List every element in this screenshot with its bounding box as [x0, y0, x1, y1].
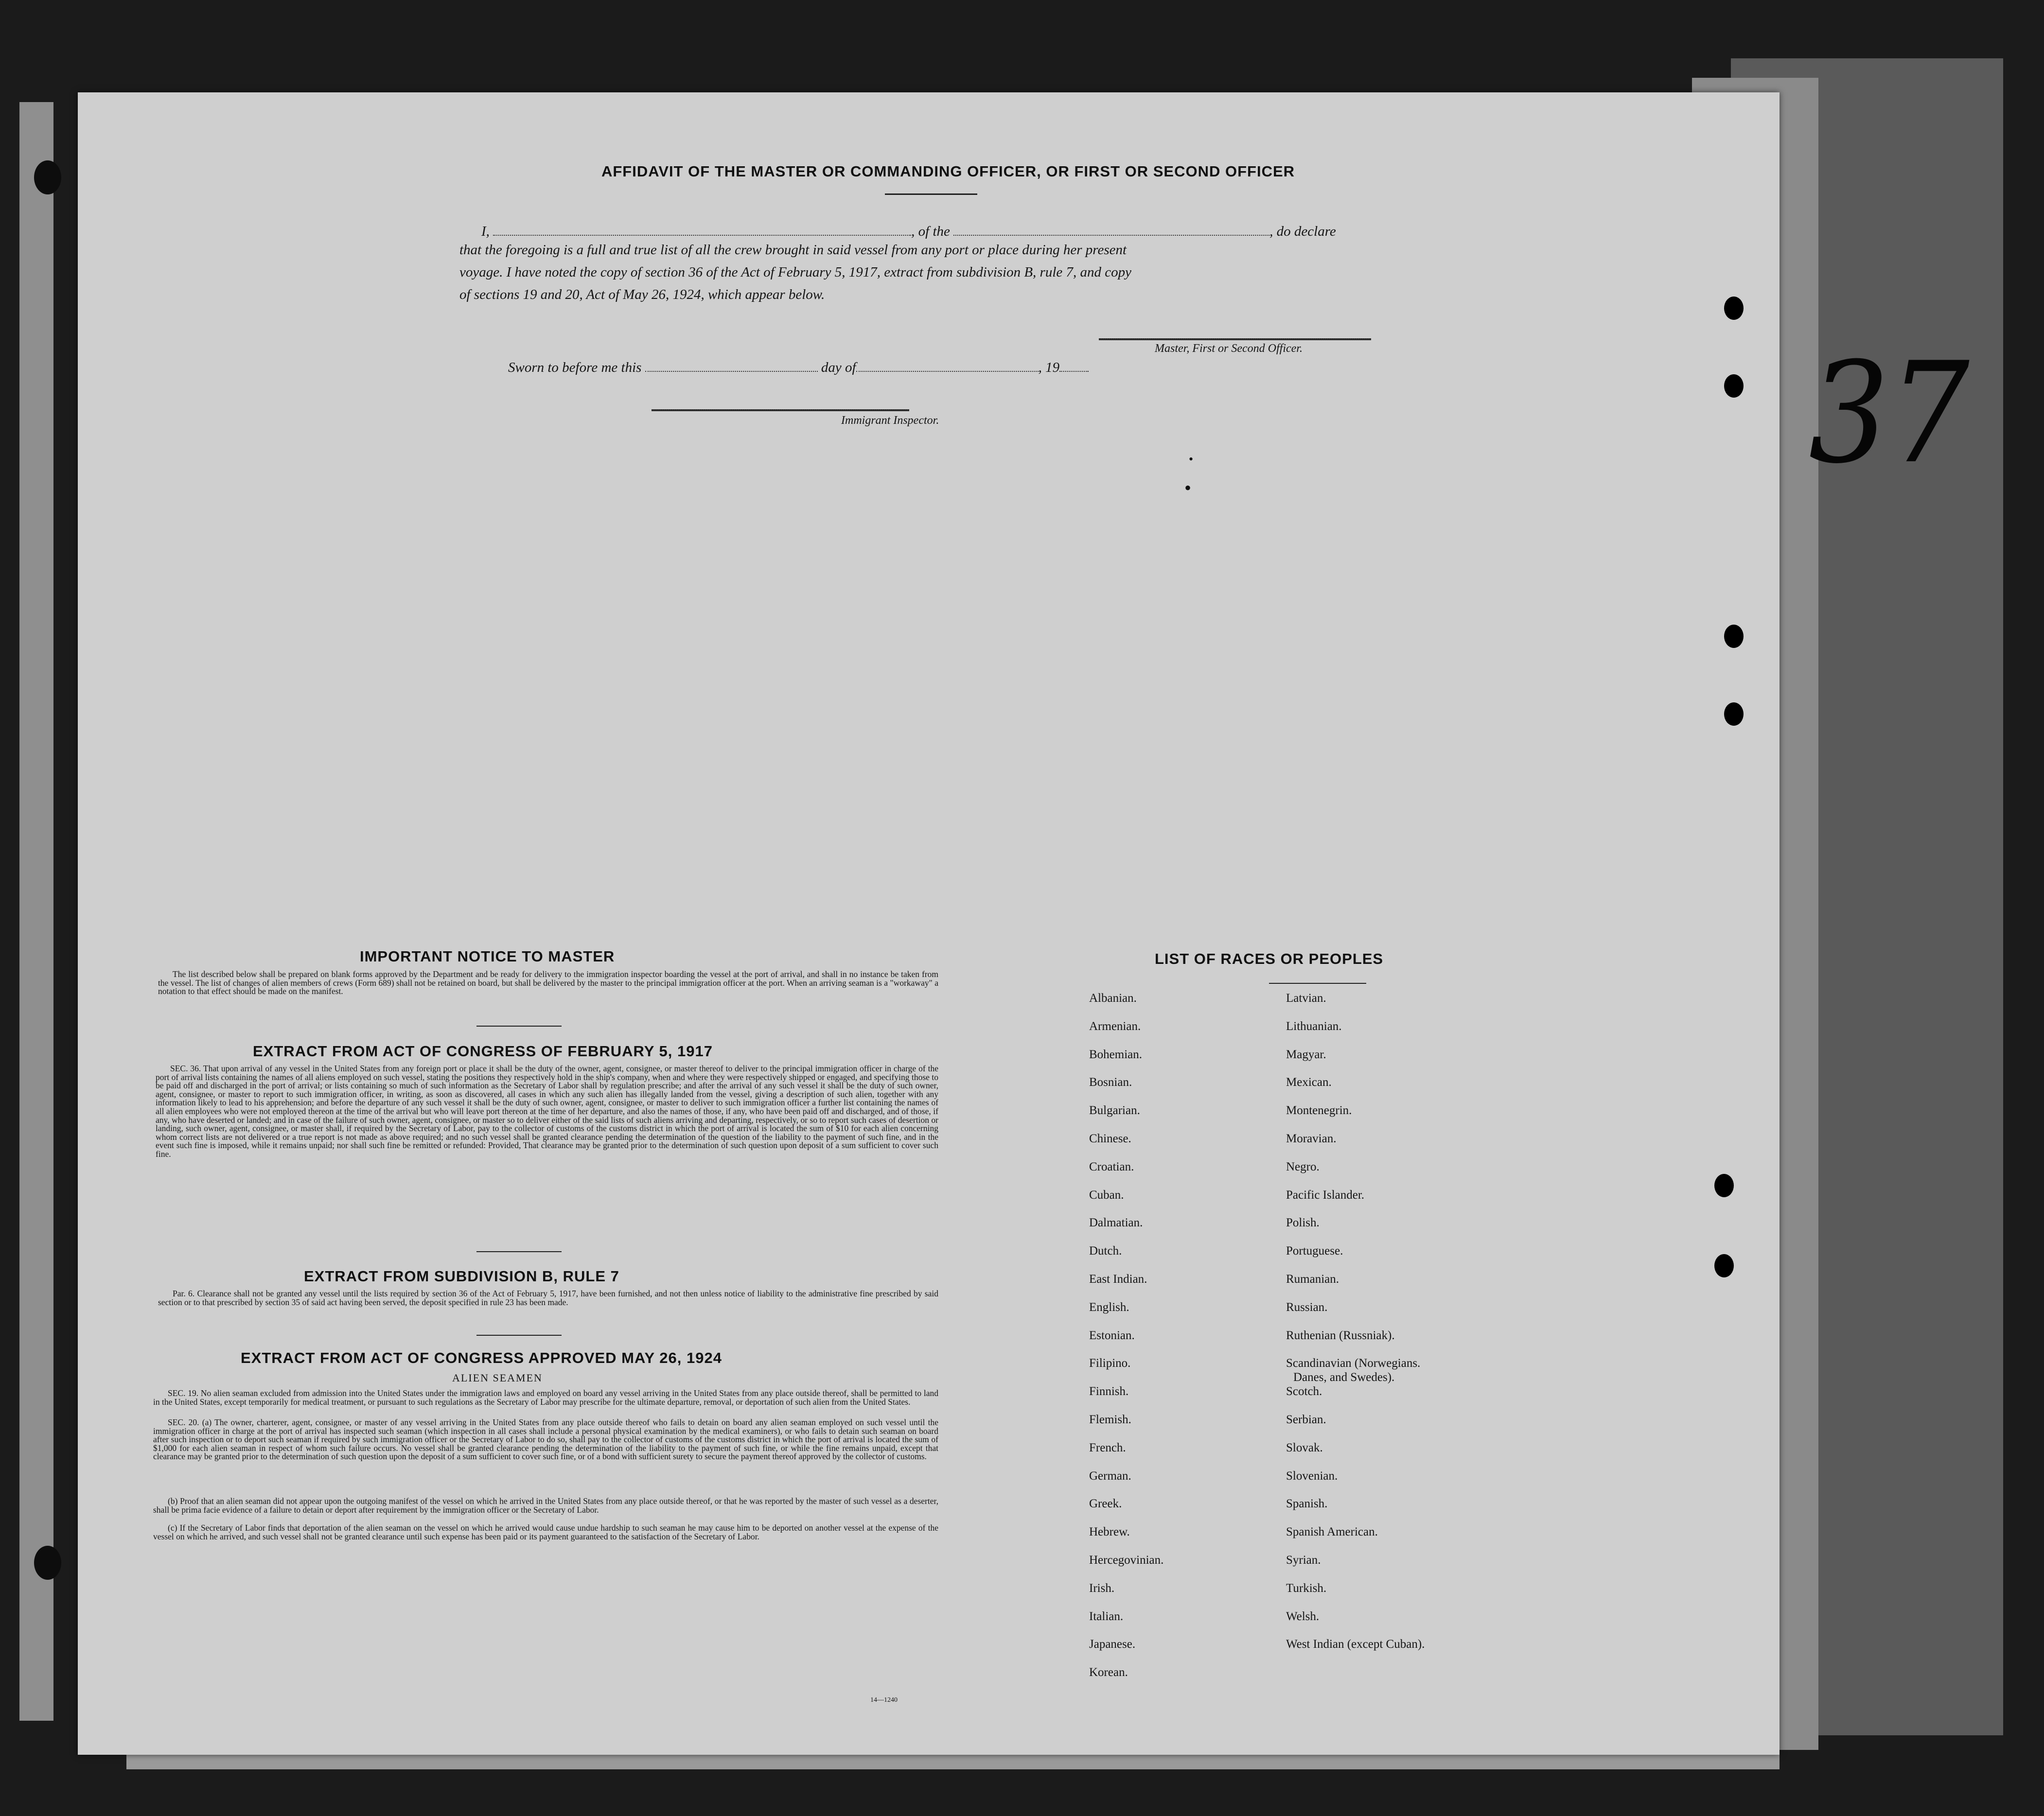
notice-title: IMPORTANT NOTICE TO MASTER — [360, 948, 615, 965]
name-blank[interactable] — [493, 233, 911, 236]
sworn-month-blank[interactable] — [856, 369, 1039, 372]
inspector-caption: Immigrant Inspector. — [841, 414, 939, 427]
master-signature-line[interactable] — [1099, 338, 1371, 340]
race-item: Scotch. — [1286, 1385, 1322, 1398]
race-item: Hebrew. — [1089, 1525, 1130, 1539]
race-item: Estonian. — [1089, 1328, 1135, 1342]
race-item: Slovak. — [1286, 1441, 1323, 1454]
race-item: Croatian. — [1089, 1160, 1134, 1173]
divider — [476, 1026, 562, 1027]
binding-clip — [34, 160, 61, 194]
race-item: Italian. — [1089, 1609, 1124, 1623]
race-item: Chinese. — [1089, 1132, 1131, 1145]
extract-rule7-title: EXTRACT FROM SUBDIVISION B, RULE 7 — [304, 1268, 619, 1285]
race-item: Korean. — [1089, 1666, 1128, 1679]
race-item: Cuban. — [1089, 1188, 1124, 1202]
races-title: LIST OF RACES OR PEOPLES — [1155, 950, 1384, 967]
race-item: West Indian (except Cuban). — [1286, 1638, 1425, 1651]
race-item: Filipino. — [1089, 1357, 1131, 1370]
affidavit-line-2: that the foregoing is a full and true list of all the crew brought in said vessel from any port or place during her present — [459, 242, 1127, 258]
race-item: Montenegrin. — [1286, 1104, 1352, 1118]
handwritten-page-number: 37 — [1809, 332, 1970, 495]
punch-hole — [1724, 625, 1744, 648]
race-item: Albanian. — [1089, 992, 1137, 1005]
vessel-blank[interactable] — [953, 233, 1269, 236]
sworn-year-blank[interactable] — [1059, 369, 1089, 372]
punch-hole — [1724, 297, 1744, 320]
binding-clip — [34, 1546, 61, 1580]
inspector-signature-line[interactable] — [652, 409, 909, 411]
race-item: Turkish. — [1286, 1581, 1327, 1595]
race-item: Spanish American. — [1286, 1525, 1378, 1539]
extract-1924-title: EXTRACT FROM ACT OF CONGRESS APPROVED MAY 26, 1924 — [241, 1349, 722, 1366]
race-item: Polish. — [1286, 1216, 1320, 1230]
race-item: Greek. — [1089, 1497, 1122, 1511]
affidavit-title: AFFIDAVIT OF THE MASTER OR COMMANDING OFFICER, OR FIRST OR SECOND OFFICER — [601, 163, 1295, 180]
race-item: Lithuanian. — [1286, 1019, 1342, 1033]
notice-text: The list described below shall be prepared on blank forms approved by the Department and be ready for delivery to the immigration inspector boarding the vessel at the port of arrival, and shall in no instance be taken from the vessel. The list of changes of alien members of crews (Form 689) shall not be retained on board, but shall be delivered by the master to the principal immigration officer at the port. When an arriving seaman is a "workaway" a notation to that effect should be made on the manifest. — [158, 969, 938, 996]
punch-hole — [1724, 702, 1744, 726]
divider — [885, 193, 977, 195]
extract-1917-text: SEC. 36. That upon arrival of any vessel in the United States from any foreign port or place it shall be the duty of the owner, agent, consignee, or master thereof to deliver to the principal immigration officer in charge of the port of arrival lists containing the names of all aliens employed on such vessel, stating the positions they respectively hold in the ship's company, when and where they were respectively shipped or engaged, and specifying those to be paid off and discharged in the port of arrival; or lists containing so much of such information as the Secretary of Labor shall by regulation prescribe; and after the arrival of any such vessel it shall be the duty of such owner, agent, consignee, or master to report to such immigration officer, in writing, as soon as discovered, all cases in which any such alien has illegally landed from the vessel, giving a description of such alien, together with any information likely to lead to his apprehension; and before the departure of any such vessel it shall be the duty of such owner, agent, consignee, or master to deliver to such immigration officer a further list containing the names of all alien employees who were not employed thereon at the time of the arrival but who will leave port thereon at the time of her departure, and also the names of those, if any, who have been paid off and discharged, and of those, if any, who have deserted or landed; and in case of the failure of such owner, agent, consignee, or master so to deliver either of the said lists of such aliens arriving and departing, respectively, or so to report such cases of desertion or landing, such owner, agent, consignee, or master shall, if required by the Secretary of Labor, pay to the collector of customs of the customs district in which the port of arrival is located the sum of $10 for each alien concerning whom correct lists are not delivered or a true report is not made as above required; and no such vessel shall be granted clearance pending the determination of the question of the liability to the payment of such fine, and in the event such fine is imposed, while it remains unpaid; nor shall such fine be remitted or refunded: Provided, That clearance may be granted prior to the determination of such question upon deposit of a sum sufficient to cover such fine. — [156, 1064, 938, 1159]
race-item: Armenian. — [1089, 1019, 1141, 1033]
race-item: Pacific Islander. — [1286, 1188, 1365, 1202]
race-item: Portuguese. — [1286, 1244, 1343, 1258]
document-page — [78, 92, 1780, 1755]
race-item: Serbian. — [1286, 1413, 1326, 1426]
race-item: Hercegovinian. — [1089, 1554, 1164, 1567]
extract-1924-sec20a: SEC. 20. (a) The owner, charterer, agent, consignee, or master of any vessel arriving in the United States from any place outside thereof who fails to detain on board any alien seaman employed on such vessel until the immigration officer in charge at the port of arrival has inspected such seaman (which inspection in all cases shall include a personal physical examination by the medical examiners), or who fails to detain such seaman on board after such inspection or to deport such seaman if required by such immigration officer or the Secretary of Labor to do so, shall pay to the collector of customs of the customs district in which the port of arrival is located the sum of $1,000 for each alien seaman in respect of whom such failure occurs. No vessel shall be granted clearance pending the determination of the liability to the payment of such fine, or while the fine remains unpaid, except that clearance may be granted prior to the determination of such question upon the deposit of a sum sufficient to cover such fine, or of a bond with sufficient surety to secure the payment thereof approved by the collector of customs. — [153, 1417, 938, 1462]
divider — [476, 1251, 562, 1252]
extract-1924-subtitle: ALIEN SEAMEN — [452, 1372, 543, 1384]
race-item: Welsh. — [1286, 1609, 1320, 1623]
race-item: Mexican. — [1286, 1076, 1332, 1089]
race-item: Danes, and Swedes). — [1293, 1371, 1395, 1384]
race-item: Flemish. — [1089, 1413, 1131, 1426]
race-item: Negro. — [1286, 1160, 1320, 1173]
extract-1924-sec20c: (c) If the Secretary of Labor finds that deportation of the alien seaman on the vessel on which he arrived would cause undue hardship to such seaman he may cause him to be deported on another vessel at the expense of the vessel on which he arrived, and such vessel shall not be granted clearance until such expense has been paid or its payment guaranteed to the satisfaction of the Secretary of Labor. — [153, 1523, 938, 1541]
race-item: Dalmatian. — [1089, 1216, 1143, 1230]
race-item: Rumanian. — [1286, 1273, 1339, 1286]
extract-1917-title: EXTRACT FROM ACT OF CONGRESS OF FEBRUARY 5, 1917 — [253, 1043, 713, 1060]
race-item: Finnish. — [1089, 1385, 1129, 1398]
sworn-day-blank[interactable] — [645, 369, 818, 372]
race-item: Slovenian. — [1286, 1469, 1338, 1483]
race-item: Dutch. — [1089, 1244, 1122, 1258]
race-item: Bosnian. — [1089, 1076, 1132, 1089]
race-item: East Indian. — [1089, 1273, 1147, 1286]
divider — [476, 1335, 562, 1336]
race-item: Syrian. — [1286, 1554, 1321, 1567]
race-item: Irish. — [1089, 1581, 1115, 1595]
race-item: Scandinavian (Norwegians. — [1286, 1357, 1421, 1370]
race-item: Russian. — [1286, 1300, 1328, 1314]
affidavit-line-1: I, , of the , do declare — [481, 224, 1336, 239]
punch-hole — [1714, 1254, 1734, 1277]
punch-hole — [1714, 1174, 1734, 1197]
affidavit-line-4: of sections 19 and 20, Act of May 26, 1924, which appear below. — [459, 287, 825, 302]
extract-rule7-text: Par. 6. Clearance shall not be granted any vessel until the lists required by section 36 of the Act of February 5, 1917, have been furnished, and not then unless notice of liability to the administrative fine prescribed by said section or to that prescribed by section 35 of said act having been served, the deposit specified in rule 23 has been made. — [158, 1289, 938, 1307]
race-item: French. — [1089, 1441, 1126, 1454]
left-binding-strip — [19, 102, 53, 1721]
race-item: English. — [1089, 1300, 1129, 1314]
extract-1924-sec19: SEC. 19. No alien seaman excluded from admission into the United States under the immigration laws and employed on board any vessel arriving in the United States from any place outside thereof, shall be permitted to land in the United States, except temporarily for medical treatment, or pursuant to such regulations as the Secretary of Labor may prescribe for the ultimate departure, removal, or deportation of such alien from the United States. — [153, 1388, 938, 1407]
race-item: Japanese. — [1089, 1638, 1136, 1651]
ink-smudge: • — [1184, 477, 1192, 499]
affidavit-line-3: voyage. I have noted the copy of section 36 of the Act of February 5, 1917, extract from subdivision B, rule 7, and copy — [459, 264, 1132, 280]
form-number: 14—1240 — [870, 1696, 898, 1704]
extract-1924-sec20b: (b) Proof that an alien seaman did not appear upon the outgoing manifest of the vessel on which he arrived in the United States from any place outside thereof, or that he was reported by the master of such vessel as a deserter, shall be prima facie evidence of a failure to detain or deport after requirement by the immigration officer or the Secretary of Labor. — [153, 1496, 938, 1515]
race-item: Spanish. — [1286, 1497, 1328, 1511]
sworn-line: Sworn to before me this day of , 19 — [508, 360, 1089, 376]
race-item: Bohemian. — [1089, 1048, 1143, 1061]
race-item: Bulgarian. — [1089, 1104, 1140, 1118]
divider — [1269, 983, 1366, 984]
race-item: Ruthenian (Russniak). — [1286, 1328, 1395, 1342]
race-item: German. — [1089, 1469, 1131, 1483]
race-item: Latvian. — [1286, 992, 1326, 1005]
master-caption: Master, First or Second Officer. — [1155, 342, 1303, 355]
race-item: Moravian. — [1286, 1132, 1337, 1145]
ink-smudge: • — [1189, 452, 1194, 466]
punch-hole — [1724, 374, 1744, 398]
race-item: Magyar. — [1286, 1048, 1326, 1061]
